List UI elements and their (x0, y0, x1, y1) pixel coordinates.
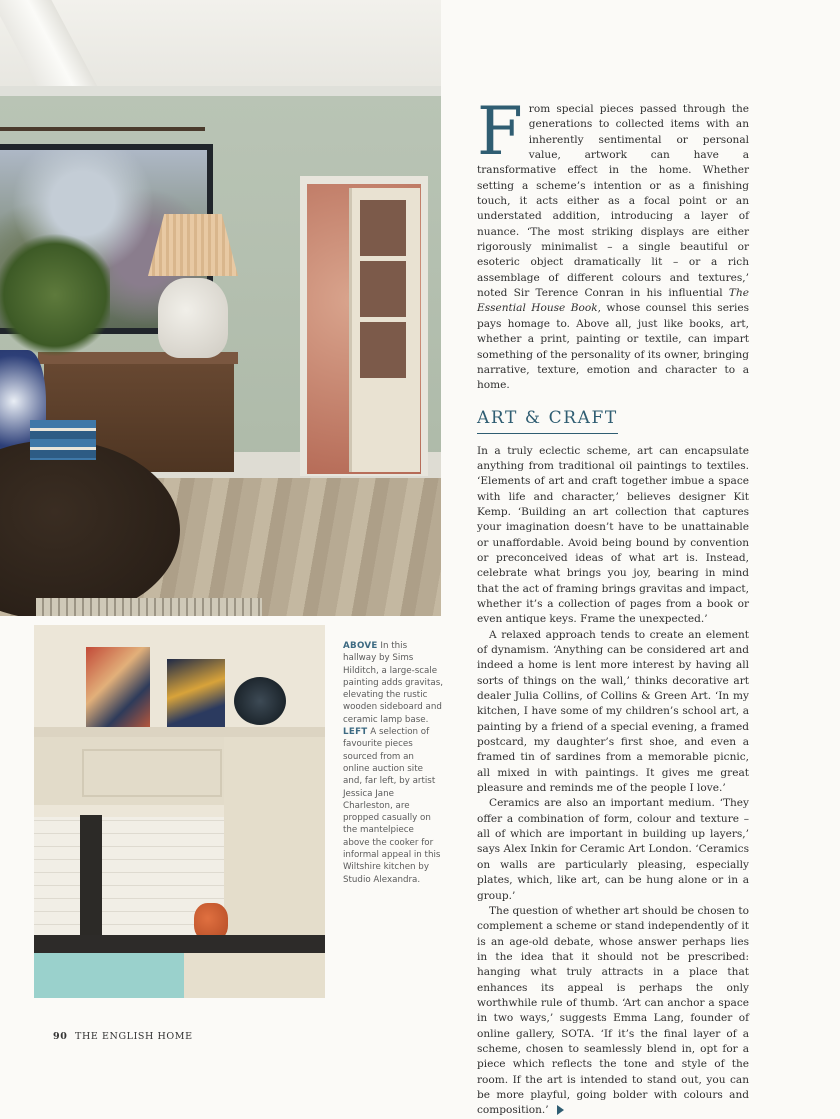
mantel-shelf (34, 727, 325, 737)
door-glass-panels (360, 200, 406, 380)
body-paragraph-2: A relaxed approach tends to create an element of dynamism. ‘Anything can be considered art and indeed a home is lent more interest by having all sorts of things on the wall,’ thinks decorative art dealer Julia Collins, of Collins & Green Art. ‘In my kitchen, I have some of my children’s school art, a painting by a friend of a special evening, a framed postcard, my daughter’s first shoe, and even a framed tin of sardines from a memorable picnic, all mixed in with paintings. It gives me great pleasure and reminds me of the people I love.’ (477, 628, 749, 795)
stacked-books (30, 420, 96, 460)
side-pillar (224, 737, 325, 947)
book-title: The Essential House Book (477, 287, 749, 315)
decorative-plate (234, 677, 286, 725)
photo-caption (343, 640, 443, 886)
body-paragraph-4 (477, 904, 749, 1119)
article-column (477, 93, 750, 1119)
caption-above-text: In this hallway by Sims Hilditch, a large-scale painting adds gravitas, elevating the rustic wooden sideboard and ceramic lamp base. (343, 641, 443, 725)
worktop (34, 935, 325, 953)
ceramic-lamp-base (158, 278, 228, 358)
picture-rail (0, 127, 205, 131)
caption-above-lead: ABOVE (343, 641, 378, 651)
drop-cap: F (477, 93, 523, 170)
intro-text-2: , whose counsel this series pays homage to. Above all, just like books, art, whether a print, painting or textile, can impart something of the personality of its owner, bringing narrative, texture, emotion and character to a home. (477, 302, 750, 392)
hallway-photo (0, 0, 441, 616)
intro-paragraph (477, 93, 750, 394)
portrait-artwork (86, 647, 150, 727)
plant-foliage (0, 230, 110, 360)
caption-left-lead: LEFT (343, 727, 368, 738)
cornice (0, 86, 441, 96)
page-number: 90 (53, 1031, 68, 1042)
body-paragraph-4-text: The question of whether art should be chosen to complement a scheme or stand independently of it is an age-old debate, whose answer perhaps lies in the idea that it should not be prescribed: hanging what truly attracts in a place that enhances its appeal is perhaps the only worthwhile rule of thumb. ‘Art can anchor a space in two ways,’ suggests Emma Lang, founder of online gallery, SOTA. ‘If it’s the final layer of a scheme, chosen to seamlessly blend in, opt for a piece which reflects the tone and style of the room. If the art is intended to stand out, you can be more playful, going bolder with colours and composition.’ (477, 904, 749, 1117)
cooker-flue (80, 815, 102, 935)
mantel-panel (82, 749, 222, 797)
kitchen-photo (34, 625, 325, 998)
body-paragraph-1: In a truly eclectic scheme, art can encapsulate anything from traditional oil paintings to textiles. ‘Elements of art and craft together imbue a space with life and character,’ believes designer Kit Kemp. ‘Building an art collection that captures your imagination doesn’t have to be unattainable or unaffordable. Avoid being bound by convention or preconceived ideas of what art is. Instead, celebrate what brings you joy, bearing in mind that the act of framing brings gravitas and impact, whether it’s a collection of pages from a book or even antique keys. Frame the unexpected.’ (477, 444, 749, 626)
rug-edge (36, 598, 262, 616)
range-cooker (34, 953, 184, 998)
page-footer (53, 1031, 193, 1042)
caption-left-text: A selection of favourite pieces sourced from an online auction site and, far left, by artist Jessica Jane Charleston, are propped casually on the mantelpiece above the cooker for informal appeal in this Wiltshire kitchen by Studio Alexandra. (343, 727, 441, 885)
abstract-artwork (167, 659, 225, 727)
section-heading: ART & CRAFT (477, 408, 618, 434)
body-paragraph-3: Ceramics are also an important medium. ‘They offer a combination of form, colour and texture – all of which are important in building up layers,’ says Alex Inkin for Ceramic Art London. ‘Ceramics on walls are particularly pleasing, especially plates, which, like art, can be hung alone or in a group.’ (477, 797, 749, 902)
cabinet (184, 953, 325, 998)
publication-name: THE ENGLISH HOME (75, 1031, 193, 1042)
continue-arrow-icon (557, 1105, 564, 1115)
intro-text-1: rom special pieces passed through the generations to collected items with an inherently sentimental or personal value, artwork can have a transformative effect in the home. Whether setting a scheme’s intention or as a finishing touch, it acts either as a focal point or an understated addition, introducing a layer of nuance. ‘The most striking displays are either rigorously minimalist – a single beautiful or esoteric object dramatically lit – or a rich assemblage of different colours and textures,’ noted Sir Terence Conran in his influential (477, 103, 749, 300)
